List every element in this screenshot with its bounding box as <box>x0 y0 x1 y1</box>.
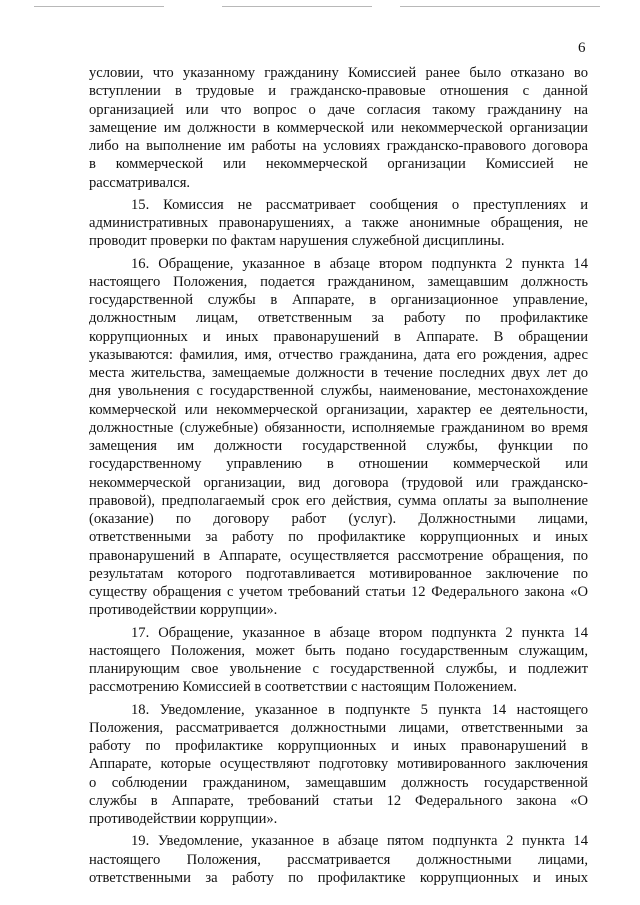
paragraph <box>89 832 588 887</box>
text-line: рассмотрению Комиссией в соответствии с настоящим Положением. <box>89 679 517 696</box>
text-line: места жительства, замещаемые должности в течение последних двух лет до <box>89 365 588 381</box>
text-line: проводит проверки по фактам нарушения служебной дисциплины. <box>89 233 505 250</box>
text-line: условии, что указанному гражданину Комиссией ранее было отказано во <box>89 65 588 81</box>
text-line: правовой), предполагаемый срок его действия, сумма оплаты за выполнение <box>89 492 588 509</box>
paragraph <box>89 255 588 620</box>
paragraph <box>89 196 588 251</box>
page-number: 6 <box>578 40 586 56</box>
text-line: службы в Аппарате, требований статьи 12 Федерального закона «О <box>89 792 588 809</box>
text-line: либо на выполнение им работы на условиях гражданско-правового договора <box>89 138 588 154</box>
text-line: существу обращения с учетом требований статьи 12 Федерального закона «О <box>89 584 588 600</box>
text-line: административных правонарушениях, а также анонимные обращения, не <box>89 215 588 231</box>
text-line: противодействии коррупции». <box>89 602 278 619</box>
text-line: государственной службы в Аппарате, в организационное управление, <box>89 292 588 308</box>
text-line: 18. Уведомление, указанное в подпункте 5 пункта 14 настоящего <box>131 701 588 718</box>
text-line: некоммерческой организации, вид договора (трудовой или гражданско- <box>89 474 588 491</box>
text-line: 19. Уведомление, указанное в абзаце пятом подпункта 2 пункта 14 <box>131 833 588 850</box>
text-line: Положения, рассматривается должностными лицами, ответственными за <box>89 719 588 736</box>
paragraph <box>89 64 588 192</box>
text-line: должностным лицам, ответственным за работу по профилактике <box>89 310 588 327</box>
text-line: замещения им должности государственной службы, функции по <box>89 438 588 454</box>
text-line: противодействии коррупции». <box>89 811 278 827</box>
text-line: (оказание) по договору работ (услуг). Должностными лицами, <box>89 511 588 527</box>
scan-edge-line-center <box>222 6 372 7</box>
text-line: о соблюдении гражданином, замещавшим должность государственной <box>89 774 588 791</box>
text-line: коммерческой или некоммерческой организации, характер ее деятельности, <box>89 401 588 418</box>
text-line: организацией или что вопрос о даче согласия такому гражданину на <box>89 101 588 118</box>
text-line: ответственными за работу по профилактике коррупционных и иных <box>89 869 588 886</box>
text-line: результатам которого подготавливается мотивированное заключение по <box>89 565 588 582</box>
text-line: 16. Обращение, указанное в абзаце втором подпункта 2 пункта 14 <box>131 255 588 272</box>
text-line: замещение им должности в коммерческой или некоммерческой организации <box>89 119 588 136</box>
text-line: правонарушений в Аппарате, осуществляется рассмотрение обращения, по <box>89 547 588 564</box>
text-line: планирующим свое увольнение с государственной службы, и подлежит <box>89 661 588 677</box>
text-line: настоящего Положения, может быть подано государственным служащим, <box>89 642 588 659</box>
text-line: в коммерческой или некоммерческой организации Комиссией не <box>89 156 588 173</box>
paragraph <box>89 624 588 697</box>
text-line: настоящего Положения, рассматривается должностными лицами, <box>89 851 588 868</box>
text-line: 17. Обращение, указанное в абзаце втором подпункта 2 пункта 14 <box>131 624 588 641</box>
text-line: настоящего Положения, подается гражданином, замещавшим должность <box>89 273 588 290</box>
text-line: вступлении в трудовые и гражданско-правовые отношения с данной <box>89 83 588 100</box>
text-line: рассматривался. <box>89 174 191 191</box>
text-line: 15. Комиссия не рассматривает сообщения о преступлениях и <box>131 196 588 213</box>
text-line: государственному управлению в отношении коммерческой или <box>89 456 588 473</box>
text-line: должностные (служебные) обязанности, исполняемые гражданином во время <box>89 419 588 436</box>
text-line: ответственными за работу по профилактике коррупционных и иных <box>89 529 588 546</box>
text-line: коррупционных и иных правонарушений в Аппарате. В обращении <box>89 328 588 345</box>
scan-edge-line-right <box>400 6 600 7</box>
text-line: Аппарате, которые осуществляют подготовку мотивированного заключения <box>89 756 588 773</box>
document-body <box>89 64 588 887</box>
scan-edge-line-left <box>34 6 164 7</box>
text-line: дня увольнения с государственной службы, наименование, местонахождение <box>89 383 588 400</box>
text-line: работу по профилактике коррупционных и иных правонарушений в <box>89 738 588 754</box>
text-line: указываются: фамилия, имя, отчество гражданина, дата его рождения, адрес <box>89 346 588 363</box>
paragraph <box>89 701 588 829</box>
